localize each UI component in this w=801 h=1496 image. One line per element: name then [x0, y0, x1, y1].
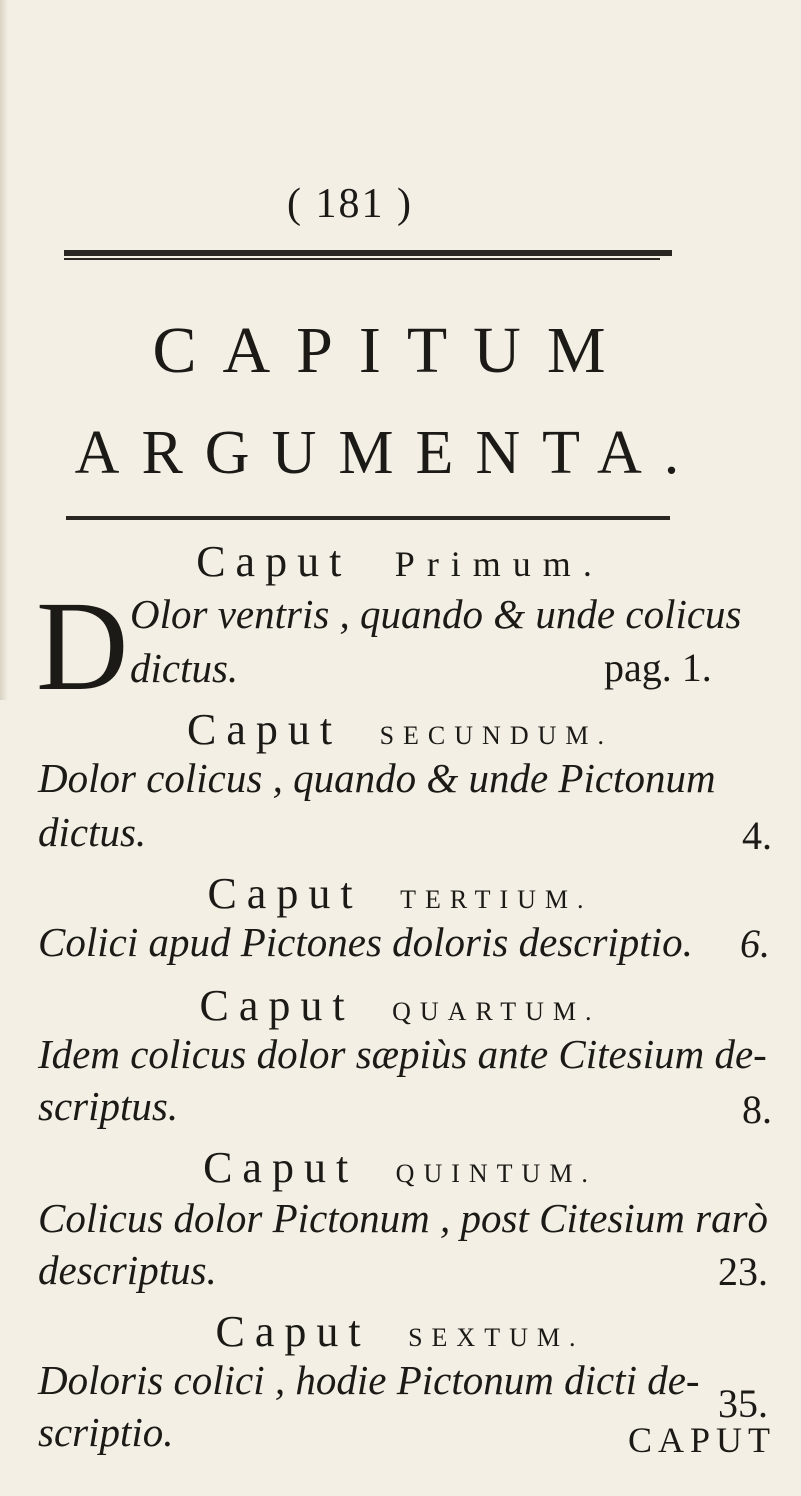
chapter-4-text-line-2: scriptus. — [38, 1083, 179, 1129]
chapter-2-text-line-1: Dolor colicus , quando & unde Pictonum — [38, 755, 716, 801]
chapter-2-heading-ordinal: SECUNDUM. — [379, 721, 614, 750]
chapter-4-page-ref: 8. — [742, 1087, 772, 1132]
chapter-6-page-ref: 35. — [718, 1381, 768, 1426]
chapter-4-heading-ordinal: QUARTUM. — [392, 997, 601, 1026]
chapter-4-heading — [70, 981, 730, 1030]
chapter-3-heading — [70, 869, 730, 918]
title-rule — [66, 516, 670, 520]
chapter-4-heading-word: Caput — [199, 981, 355, 1030]
chapter-3-heading-word: Caput — [207, 869, 363, 918]
drop-cap: D — [36, 575, 129, 717]
chapter-6-heading-ordinal: SEXTUM. — [408, 1323, 585, 1352]
title-line-1: CAPITUM — [152, 314, 632, 387]
chapter-1-text-line-1: Olor ventris , quando & unde colicus — [130, 591, 742, 637]
chapter-3-page-ref: 6. — [740, 921, 770, 966]
chapter-1-heading-word: Caput — [196, 537, 352, 586]
chapter-6-heading — [70, 1307, 730, 1356]
top-rule-thick — [64, 250, 672, 256]
chapter-3-text-line-1: Colici apud Pictones doloris descriptio. — [38, 919, 693, 965]
chapter-3-heading-ordinal: TERTIUM. — [400, 885, 593, 914]
chapter-2-heading — [70, 705, 730, 754]
chapter-2-text-line-2: dictus. — [38, 809, 147, 855]
chapter-6-text-line-1: Doloris colici , hodie Pictonum dicti de- — [38, 1357, 700, 1403]
chapter-1-text-line-2: dictus. — [130, 645, 239, 691]
chapter-5-heading-word: Caput — [203, 1143, 359, 1192]
chapter-5-page-ref: 23. — [718, 1249, 768, 1294]
chapter-5-text-line-1: Colicus dolor Pictonum , post Citesium rarò — [38, 1195, 769, 1241]
chapter-5-heading — [70, 1143, 730, 1192]
chapter-5-text-line-2: descriptus. — [38, 1247, 217, 1293]
chapter-2-page-ref: 4. — [742, 813, 772, 858]
page-number: ( 181 ) — [287, 181, 413, 227]
chapter-1-heading-ordinal: Primum. — [394, 544, 604, 584]
chapter-4-text-line-1: Idem colicus dolor sæpiùs ante Citesium de- — [38, 1031, 767, 1077]
catchword: CAPUT — [628, 1420, 777, 1460]
chapter-2-heading-word: Caput — [186, 705, 343, 754]
chapter-6-text-line-2: scriptio. — [38, 1409, 174, 1455]
chapter-1-heading — [70, 537, 730, 586]
page-edge-shadow — [0, 0, 8, 700]
title-line-2: ARGUMENTA. — [74, 419, 702, 487]
chapter-5-heading-ordinal: QUINTUM. — [395, 1159, 597, 1188]
chapter-1-page-ref: pag. 1. — [604, 645, 712, 690]
chapter-6-heading-word: Caput — [215, 1307, 371, 1356]
top-rule-thin — [64, 258, 660, 260]
